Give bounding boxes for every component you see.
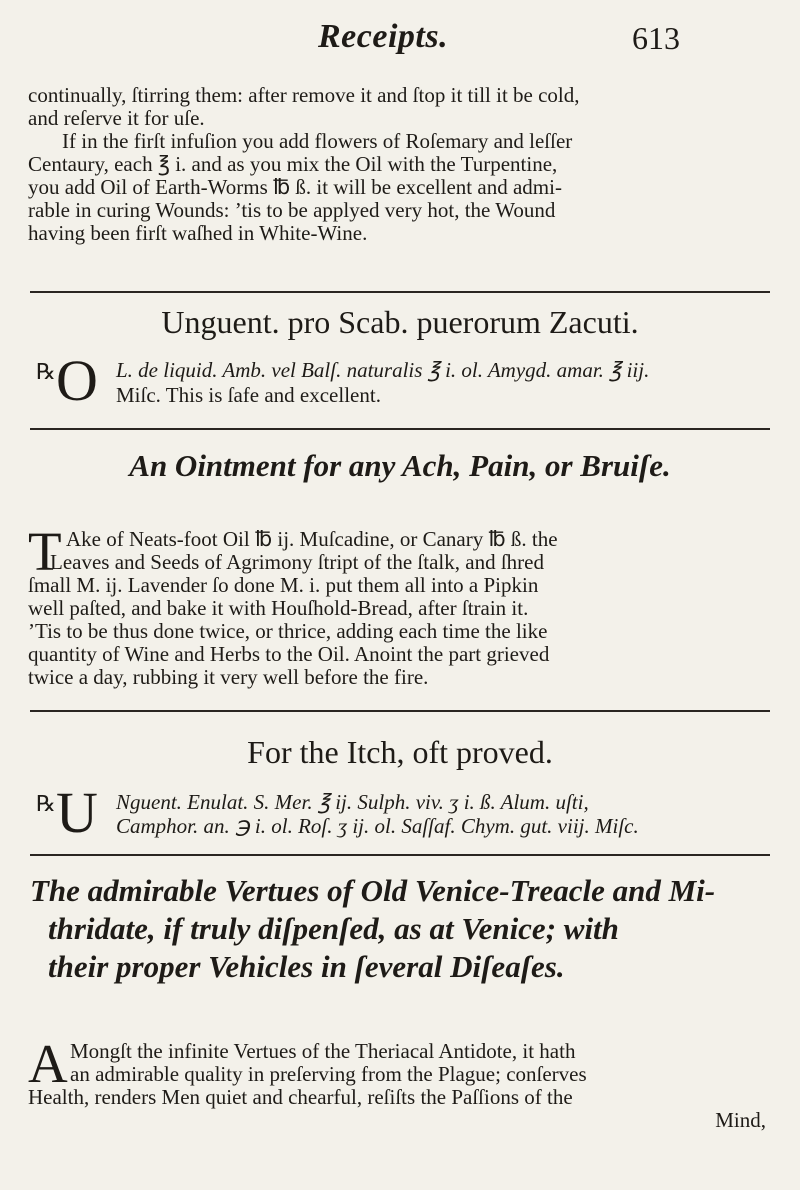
initial-letter: U	[56, 780, 98, 845]
page-header	[0, 18, 800, 68]
section-heading-scab: Unguent. pro Scab. puerorum Zacuti.	[161, 304, 639, 340]
text-line: rable in curing Wounds: ’tis to be applyed very hot, the Wound	[28, 199, 556, 222]
text-line: L. de liquid. Amb. vel Balſ. naturalis ℥ i. ol. Amygd. amar. ℥ iij.	[116, 358, 650, 382]
text-line: Leaves and Seeds of Agrimony ſtript of the ſtalk, and ſhred	[50, 551, 544, 574]
text-line: Miſc. This is ſafe and excellent.	[116, 383, 381, 407]
heading-line: thridate, if truly diſpenſed, as at Venice; with	[48, 911, 619, 946]
text-line: Mind,	[715, 1109, 766, 1132]
initial-letter: A	[28, 1033, 68, 1094]
text-line: well paſted, and bake it with Houſhold-Bread, after ſtrain it.	[28, 597, 529, 620]
heading-line: their proper Vehicles in ſeveral Diſeaſes.	[48, 949, 565, 984]
initial-letter: T	[28, 521, 62, 582]
paragraph	[28, 1033, 772, 1132]
section-heading-ointment: An Ointment for any Ach, Pain, or Bruiſe.	[129, 448, 671, 483]
treacle-body	[28, 1033, 772, 1132]
text-line: and reſerve it for uſe.	[28, 107, 205, 130]
text-line: ’Tis to be thus done twice, or thrice, adding each time the like	[28, 620, 548, 643]
running-head: Receipts.	[318, 18, 449, 55]
recipe-itch	[36, 780, 776, 850]
paragraph	[28, 521, 772, 689]
text-line: quantity of Wine and Herbs to the Oil. Anoint the part grieved	[28, 643, 550, 666]
text-line: Centaury, each ℥ i. and as you mix the Oil with the Turpentine,	[28, 153, 558, 176]
recipe-scab	[36, 348, 776, 418]
ointment-body	[28, 521, 772, 689]
text-line: Camphor. an. ℈ i. ol. Roſ. ʒ ij. ol. Saſſaf. Chym. gut. viij. Miſc.	[116, 814, 639, 838]
text-line: Health, renders Men quiet and chearful, reſiſts the Paſſions of the	[28, 1086, 573, 1109]
text-line: you add Oil of Earth-Worms ℔ ß. it will be excellent and admi-	[28, 176, 562, 199]
opening-paragraph	[28, 84, 772, 245]
section-heading-treacle	[30, 872, 770, 986]
section-divider	[30, 428, 770, 430]
text-line: Nguent. Enulat. S. Mer. ℥ ij. Sulph. viv. ʒ i. ß. Alum. uſti,	[116, 790, 589, 814]
text-line: an admirable quality in preſerving from the Plague; conſerves	[70, 1063, 587, 1086]
text-line: twice a day, rubbing it very well before the fire.	[28, 666, 429, 689]
section-divider	[30, 854, 770, 856]
recipe-symbol: ℞	[36, 360, 56, 385]
text-line: Mongſt the infinite Vertues of the Theriacal Antidote, it hath	[70, 1040, 576, 1063]
section-divider	[30, 710, 770, 712]
text-line: If in the firſt infuſion you add flowers of Roſemary and leſſer	[62, 130, 573, 153]
recipe-symbol: ℞	[36, 792, 56, 817]
text-line: having been firſt waſhed in White-Wine.	[28, 222, 368, 245]
text-line: ſmall M. ij. Lavender ſo done M. i. put them all into a Pipkin	[28, 574, 539, 597]
initial-letter: O	[56, 348, 98, 413]
section-divider	[30, 291, 770, 293]
text-line: Ake of Neats-foot Oil ℔ ij. Muſcadine, or Canary ℔ ß. the	[66, 528, 558, 551]
heading-line: The admirable Vertues of Old Venice-Treacle and Mi-	[30, 873, 716, 908]
section-heading-itch: For the Itch, oft proved.	[247, 734, 553, 770]
page-number: 613	[632, 20, 680, 56]
text-line: continually, ſtirring them: after remove it and ſtop it till it be cold,	[28, 84, 580, 107]
